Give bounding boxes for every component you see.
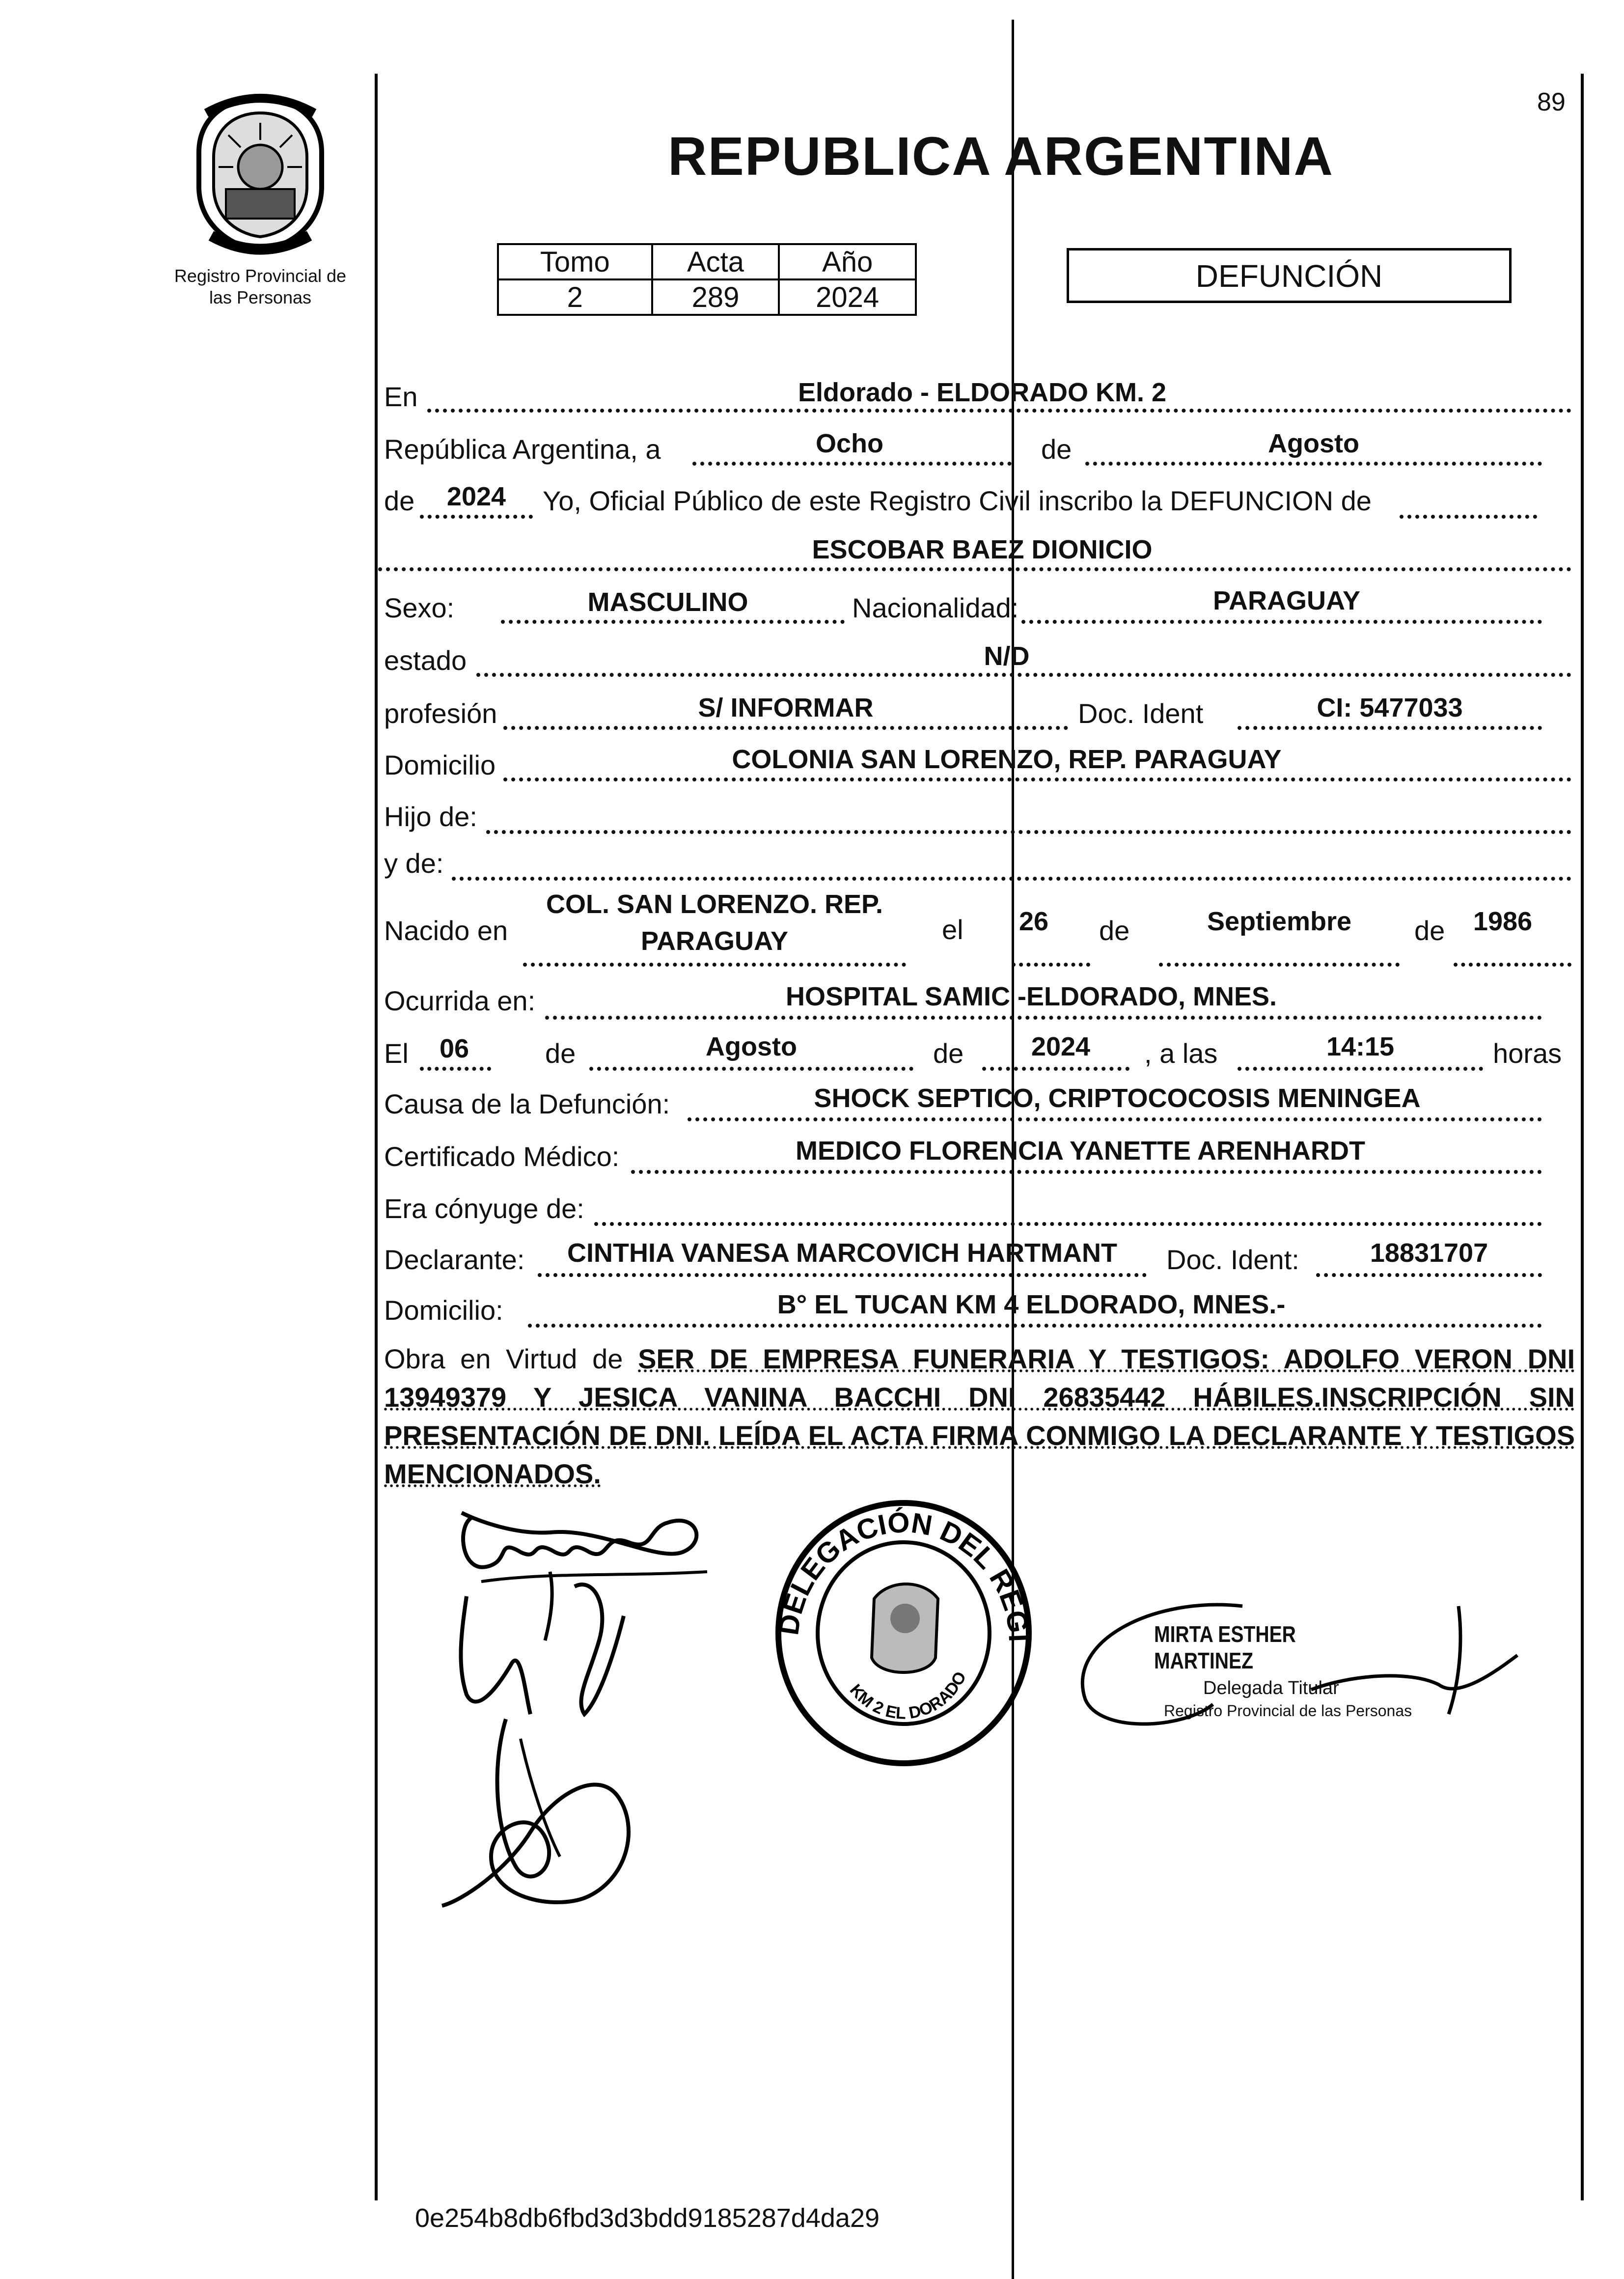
label-estado: estado — [384, 645, 467, 676]
dots-nacido-en — [523, 963, 906, 967]
dots-ocurrida — [545, 1016, 1542, 1020]
value-tomo: 2 — [498, 279, 652, 315]
dots-def-hora — [1238, 1067, 1483, 1071]
label-en: En — [384, 381, 418, 412]
value-obra-virtud: SER DE EMPRESA FUNERARIA Y TESTIGOS: ADOLFO VERON DNI 13949379 Y JESICA VANINA BACCHI DNI 26835442 HÁBILES.INSCRIPCIÓN SIN PRESENTACIÓN DE DNI. LEÍDA EL ACTA FIRMA CONMIGO LA DECLARANTE Y TESTIGOS MENCIONADOS. — [384, 1343, 1575, 1489]
record-type-box — [1067, 248, 1512, 303]
dots-y-de — [452, 877, 1571, 881]
label-de-5: de — [545, 1038, 576, 1069]
value-fallecido: ESCOBAR BAEZ DIONICIO — [812, 535, 1153, 564]
label-domicilio: Domicilio — [384, 750, 496, 780]
header-acta: Acta — [652, 244, 779, 279]
dots-nac-anio — [1454, 963, 1571, 967]
record-table-header — [498, 244, 916, 279]
stamp-outer-text: DELEGACIÓN DEL REGI — [772, 1506, 1035, 1643]
value-profesion: S/ INFORMAR — [698, 693, 874, 723]
value-nac-dia: 26 — [1018, 907, 1049, 936]
value-mes: Agosto — [1268, 429, 1359, 458]
registry-round-stamp — [766, 1496, 1041, 1771]
label-ocurrida-en: Ocurrida en: — [384, 985, 536, 1016]
value-nacido-en-2: PARAGUAY — [640, 926, 789, 956]
label-profesion: profesión — [384, 698, 497, 729]
label-y-de: y de: — [384, 848, 444, 879]
label-yo-oficial: Yo, Oficial Público de este Registro Civil inscribo la DEFUNCION de — [543, 485, 1372, 516]
dots-nac-mes — [1159, 963, 1400, 967]
dots-mes — [1085, 462, 1542, 466]
label-el-1: el — [942, 914, 963, 945]
label-obra: Obra en Virtud de — [384, 1343, 623, 1374]
label-El: El — [384, 1038, 409, 1069]
dots-declarante-doc — [1316, 1273, 1542, 1277]
value-declarante: CINTHIA VANESA MARCOVICH HARTMANT — [567, 1238, 1117, 1268]
value-def-dia: 06 — [439, 1034, 469, 1063]
registry-caption — [152, 265, 368, 308]
dots-hijo-de — [486, 830, 1571, 834]
dots-conyuge — [594, 1222, 1542, 1226]
dots-dia — [692, 462, 1012, 466]
stamp-inner-text: KM 2 EL DORADO — [846, 1668, 970, 1723]
value-nac-mes: Septiembre — [1207, 907, 1352, 936]
label-de-6: de — [933, 1038, 964, 1069]
label-nacionalidad: Nacionalidad: — [852, 592, 1019, 623]
value-domicilio: COLONIA SAN LORENZO, REP. PARAGUAY — [732, 745, 1282, 774]
value-estado: N/D — [984, 641, 1030, 671]
registry-caption-line-2: las Personas — [209, 287, 312, 307]
value-ocurrida-en: HOSPITAL SAMIC -ELDORADO, MNES. — [785, 982, 1277, 1011]
label-hijo-de: Hijo de: — [384, 801, 477, 832]
label-domicilio-2: Domicilio: — [384, 1295, 503, 1326]
record-table-values — [498, 279, 916, 315]
value-lugar: Eldorado - ELDORADO KM. 2 — [798, 378, 1166, 407]
value-certificado: MEDICO FLORENCIA YANETTE ARENHARDT — [795, 1136, 1366, 1166]
official-office: Registro Provincial de las Personas — [1164, 1702, 1412, 1720]
label-conyuge: Era cónyuge de: — [384, 1193, 584, 1224]
dots-nacionalidad — [1021, 620, 1542, 624]
value-def-hora: 14:15 — [1326, 1032, 1395, 1061]
label-causa: Causa de la Defunción: — [384, 1088, 670, 1119]
value-nacido-en-1: COL. SAN LORENZO. REP. — [546, 889, 883, 919]
label-nacido-en: Nacido en — [384, 915, 508, 946]
signature-witness-2 — [452, 1567, 658, 1724]
dots-yo — [1400, 515, 1537, 519]
dots-def-anio — [982, 1067, 1129, 1071]
misiones-shield-icon — [187, 93, 334, 255]
page-number: 89 — [1537, 88, 1566, 116]
label-a-las: , a las — [1144, 1038, 1218, 1069]
value-def-mes: Agosto — [706, 1032, 797, 1061]
value-causa: SHOCK SEPTICO, CRIPTOCOCOSIS MENINGEA — [814, 1084, 1421, 1113]
value-nac-anio: 1986 — [1473, 907, 1533, 936]
value-dia-letras: Ocho — [815, 429, 883, 458]
dots-profesion — [503, 726, 1068, 730]
signature-declarante — [432, 1709, 658, 1916]
label-horas: horas — [1493, 1038, 1562, 1069]
label-de-3: de — [1099, 915, 1130, 946]
value-doc-ident: CI: 5477033 — [1317, 693, 1463, 723]
label-republica: República Argentina, a — [384, 434, 661, 465]
obra-en-virtud-block — [384, 1340, 1575, 1493]
dots-fallecido — [378, 567, 1571, 571]
header-anio: Año — [779, 244, 916, 279]
value-anio: 2024 — [779, 279, 916, 315]
label-de-4: de — [1414, 915, 1445, 946]
dots-def-dia — [420, 1067, 491, 1071]
dots-doc-ident — [1238, 726, 1542, 730]
label-doc-ident: Doc. Ident — [1078, 698, 1204, 729]
footer-hash: 0e254b8db6fbd3d3bdd9185287d4da29 — [415, 2203, 880, 2233]
record-type-label: DEFUNCIÓN — [1195, 258, 1383, 294]
value-nacionalidad: PARAGUAY — [1212, 586, 1361, 615]
dots-estado — [476, 673, 1571, 677]
left-border-line — [375, 74, 378, 2200]
label-doc-ident-2: Doc. Ident: — [1166, 1244, 1299, 1275]
dots-en — [427, 409, 1571, 413]
dots-domicilio — [503, 778, 1571, 781]
label-sexo: Sexo: — [384, 592, 455, 623]
dots-sexo — [501, 620, 845, 624]
record-table — [497, 243, 917, 316]
label-certificado: Certificado Médico: — [384, 1141, 620, 1172]
label-de-1: de — [1041, 434, 1072, 465]
signature-official — [1056, 1586, 1522, 1744]
label-de-2: de — [384, 485, 415, 516]
dots-declarante — [538, 1273, 1147, 1277]
dots-nac-dia — [1012, 963, 1090, 967]
dots-causa — [688, 1117, 1542, 1121]
value-anio: 2024 — [446, 482, 506, 511]
dots-def-mes — [589, 1067, 913, 1071]
official-role: Delegada Titular — [1203, 1678, 1339, 1698]
official-name: MIRTA ESTHER MARTINEZ — [1154, 1621, 1296, 1673]
label-declarante: Declarante: — [384, 1244, 525, 1275]
page-title: REPUBLICA ARGENTINA — [668, 126, 1334, 187]
value-sexo: MASCULINO — [587, 587, 748, 617]
registry-caption-line-1: Registro Provincial de — [174, 266, 347, 286]
dots-certificado — [631, 1170, 1542, 1174]
right-border-line — [1581, 74, 1584, 2200]
dots-anio — [420, 515, 533, 519]
value-acta: 289 — [652, 279, 779, 315]
dots-domicilio-2 — [528, 1324, 1542, 1328]
header-tomo: Tomo — [498, 244, 652, 279]
value-declarante-doc: 18831707 — [1370, 1238, 1488, 1268]
value-declarante-domicilio: B° EL TUCAN KM 4 ELDORADO, MNES.- — [777, 1290, 1286, 1319]
value-def-anio: 2024 — [1031, 1032, 1091, 1061]
